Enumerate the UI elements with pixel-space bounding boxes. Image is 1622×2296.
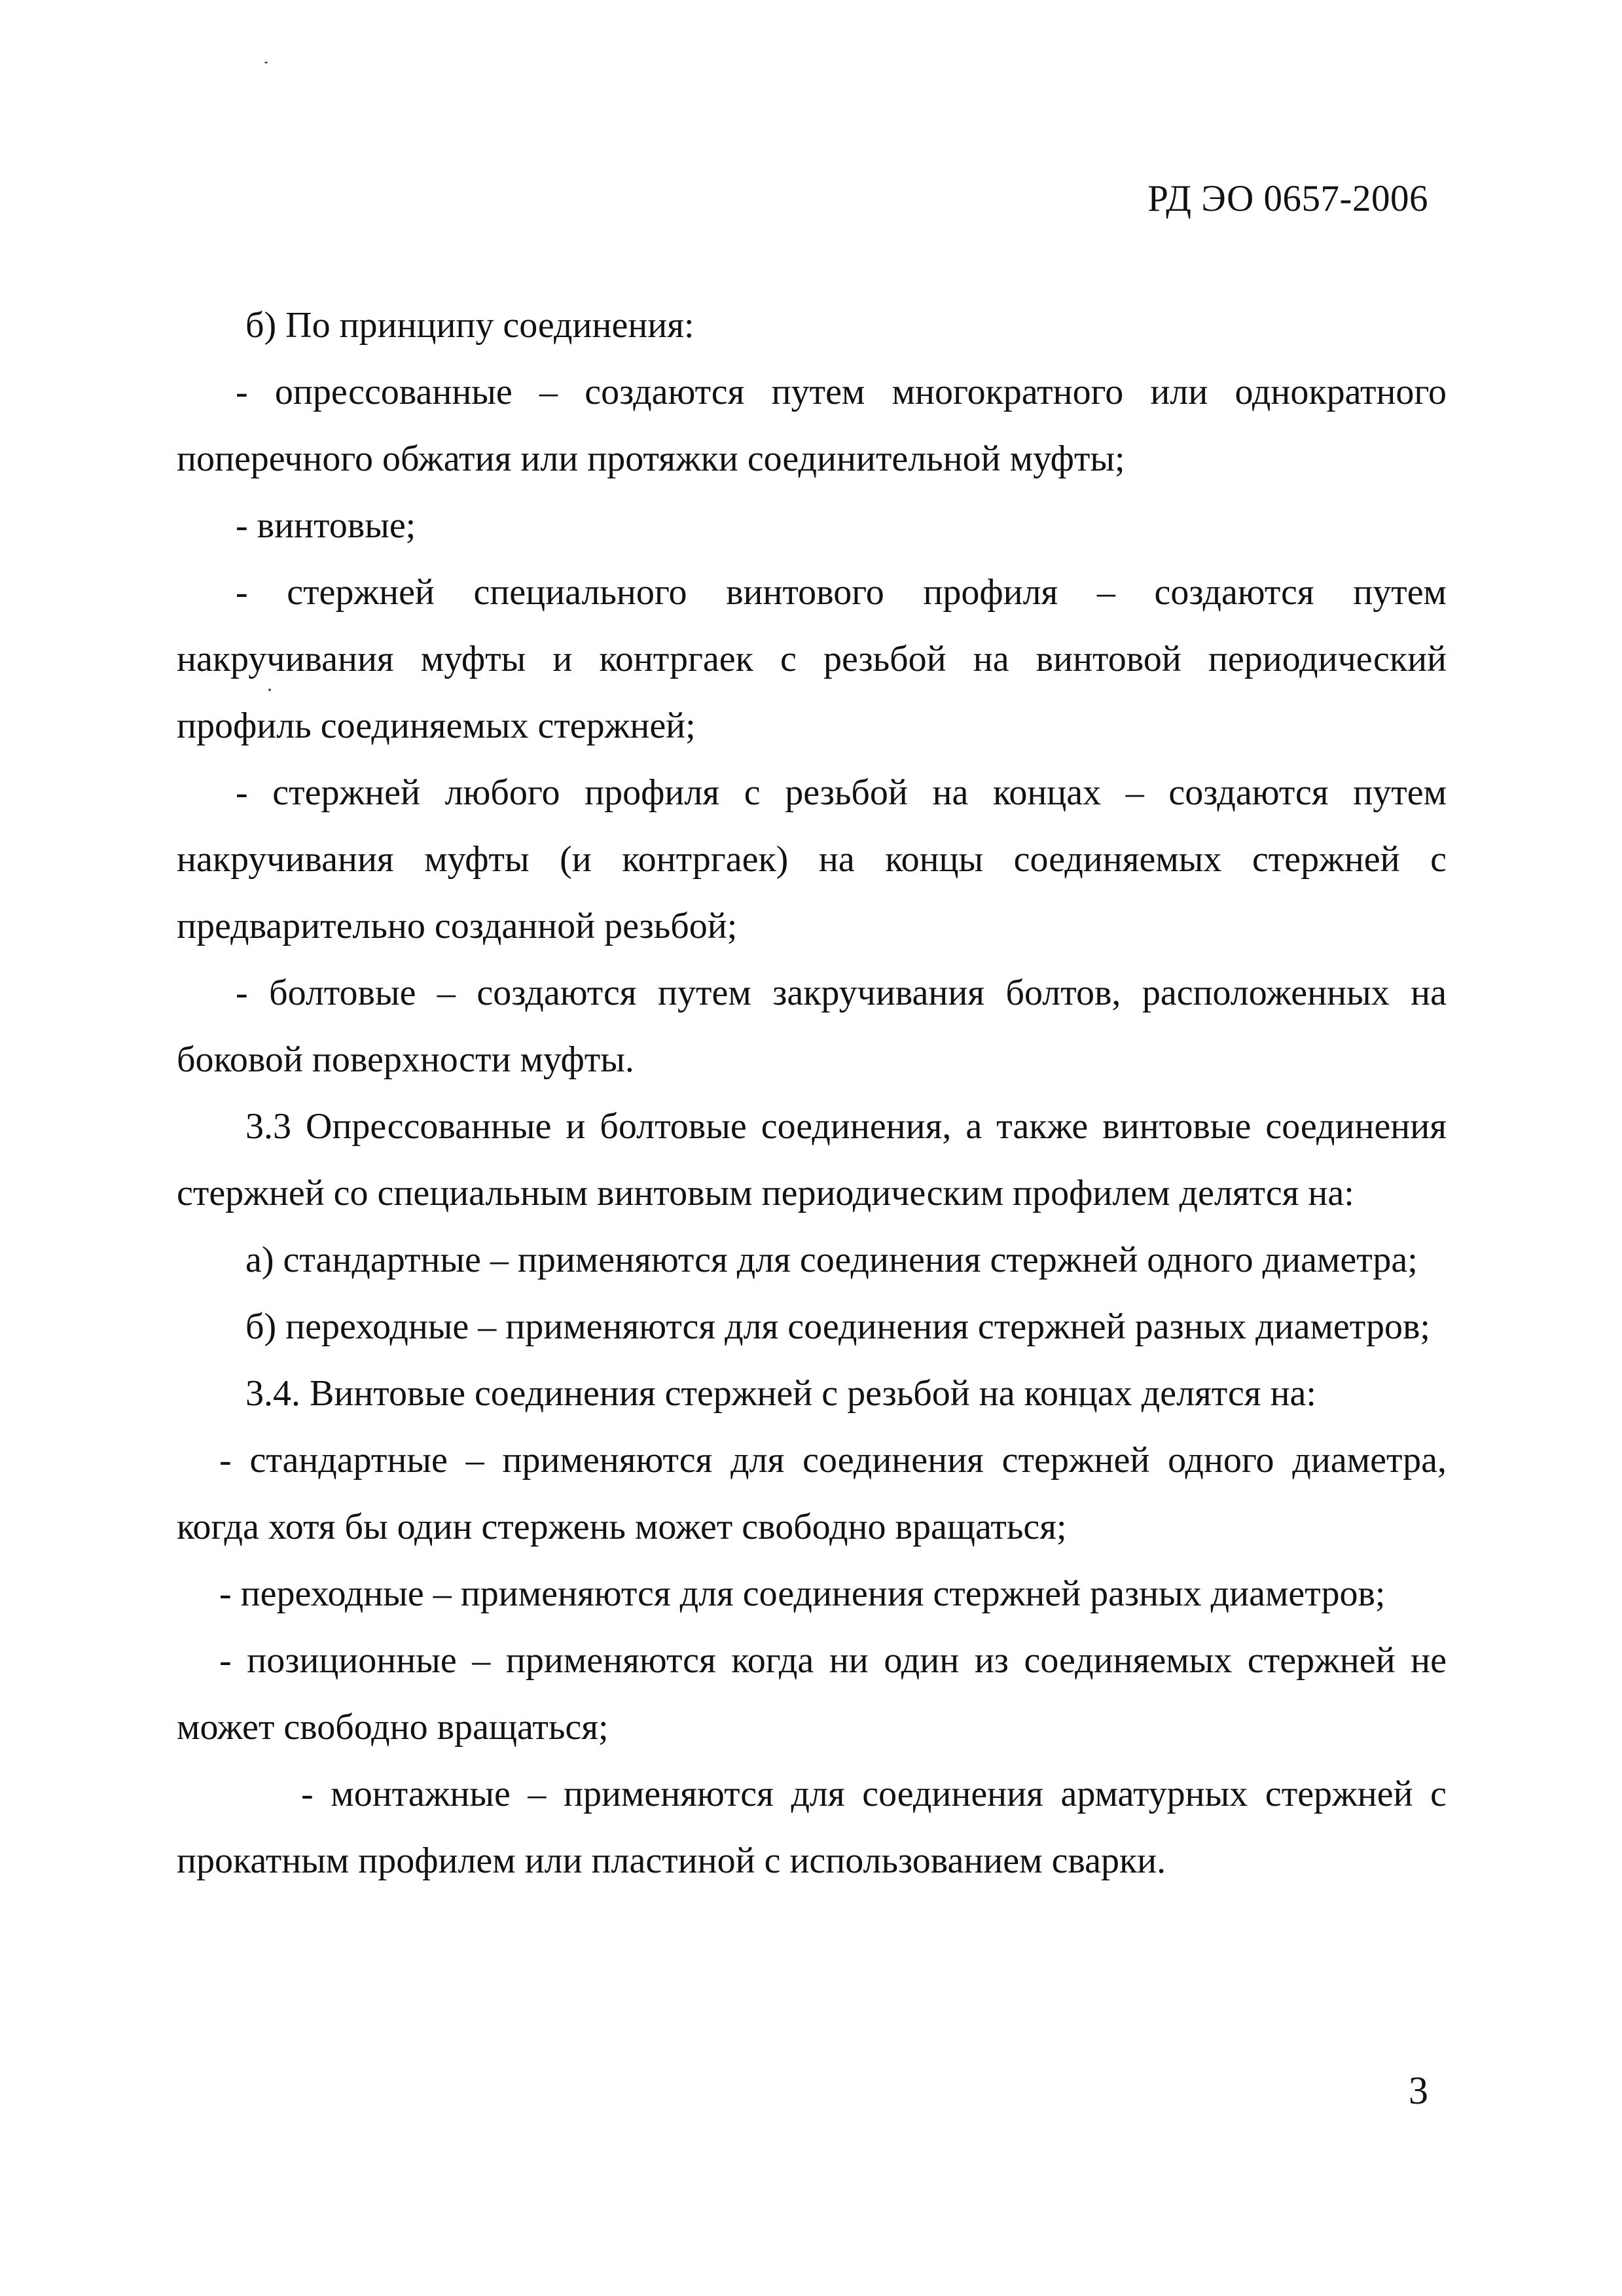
list-item-screw: - винтовые; xyxy=(236,505,416,546)
list-item-assembly: - монтажные – применяются для соединения арматурных стержней с прокатным профилем или пластиной с использованием сварки. xyxy=(177,1774,1447,1881)
scan-speck xyxy=(264,62,268,63)
document-code: РД ЭО 0657-2006 xyxy=(1147,178,1428,219)
list-item-positional: - позиционные – применяются когда ни один из соединяемых стержней не может свободно вращаться; xyxy=(177,1640,1447,1748)
list-item-bolted: - болтовые – создаются путем закручивания болтов, расположенных на боковой поверхности муфты. xyxy=(177,973,1447,1080)
list-item-standard-threaded: - стандартные – применяются для соединения стержней одного диаметра, когда хотя бы один стержень может свободно вращаться; xyxy=(177,1440,1447,1547)
clause-3-4: 3.4. Винтовые соединения стержней с резьбой на концах делятся на: xyxy=(245,1373,1316,1414)
list-item-transitional-threaded: - переходные – применяются для соединения стержней разных диаметров; xyxy=(219,1573,1386,1614)
list-item-threaded-ends: - стержней любого профиля с резьбой на концах – создаются путем накручивания муфты (и контргаек) на концы соединяемых стержней с предварительно созданной резьбой; xyxy=(177,772,1447,946)
list-item-transitional: б) переходные – применяются для соединения стержней разных диаметров; xyxy=(245,1306,1430,1347)
page-number: 3 xyxy=(1409,2069,1428,2112)
list-item-standard: а) стандартные – применяются для соединения стержней одного диаметра; xyxy=(245,1240,1418,1280)
document-body xyxy=(177,292,1447,1894)
list-item-special-profile: - стержней специального винтового профиля – создаются путем накручивания муфты и контргаек с резьбой на винтовой периодический профиль соединяемых стержней; xyxy=(177,572,1447,746)
section-b-heading: б) По принципу соединения: xyxy=(245,305,694,346)
clause-3-3: 3.3 Опрессованные и болтовые соединения, а также винтовые соединения стержней со специальным винтовым периодическим профилем делятся на: xyxy=(177,1106,1447,1213)
list-item-pressed: - опрессованные – создаются путем многократного или однократного поперечного обжатия или протяжки соединительной муфты; xyxy=(177,372,1447,479)
